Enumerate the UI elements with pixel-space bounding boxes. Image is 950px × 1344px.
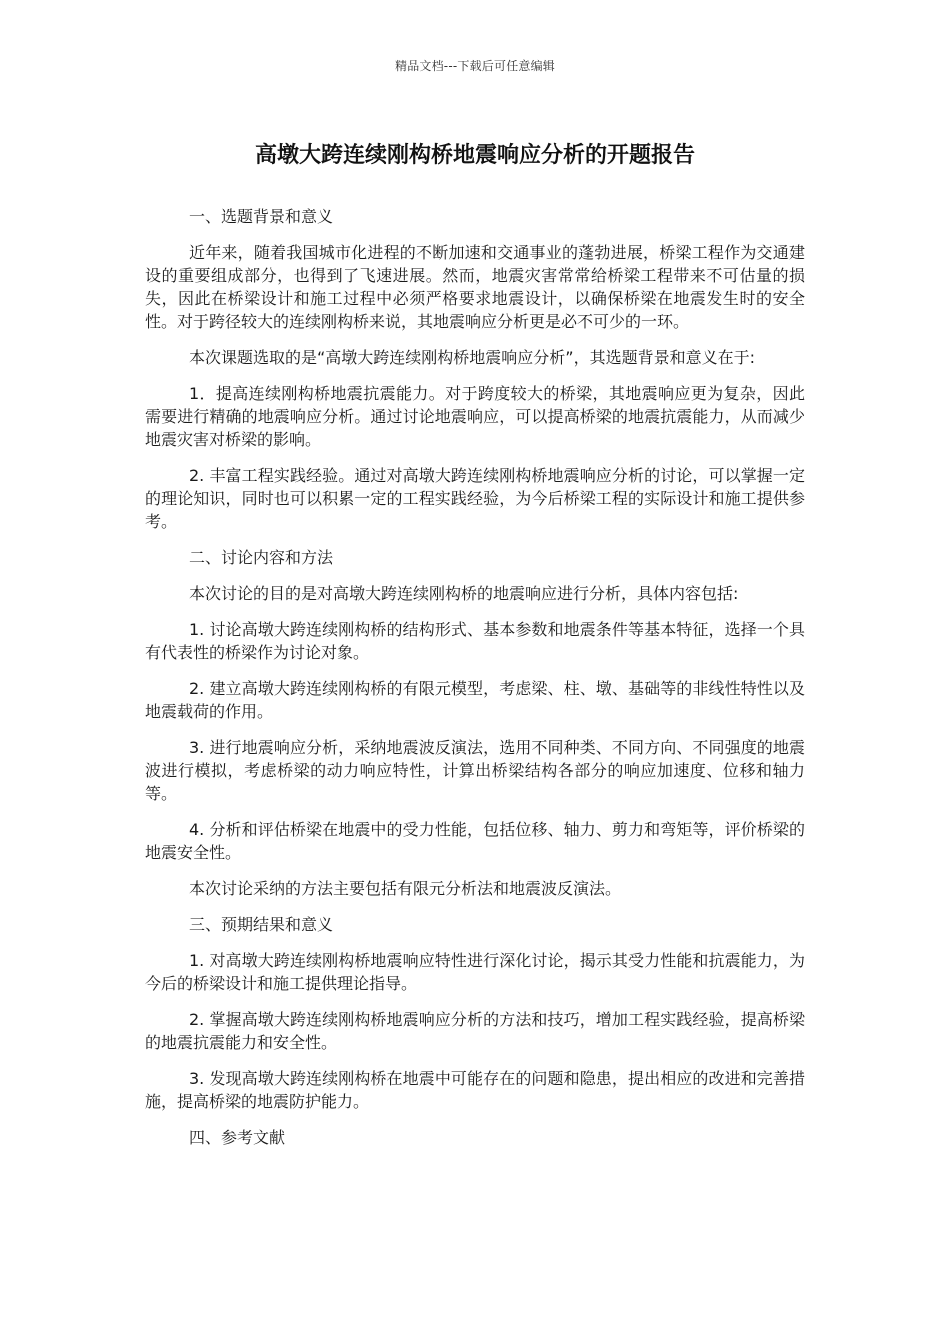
section-heading-expected-results: 三、预期结果和意义	[189, 915, 334, 934]
header-watermark: 精品文档---下载后可任意编辑	[395, 59, 555, 73]
list-item: 2. 掌握高墩大跨连续刚构桥地震响应分析的方法和技巧，增加工程实践经验，提高桥梁的地震抗震能力和安全性。	[145, 1010, 805, 1052]
list-item: 2. 建立高墩大跨连续刚构桥的有限元模型，考虑梁、柱、墩、基础等的非线性特性以及地震载荷的作用。	[145, 679, 805, 721]
document-body	[145, 205, 805, 1162]
paragraph: 近年来，随着我国城市化进程的不断加速和交通事业的蓬勃进展，桥梁工程作为交通建设的重要组成部分，也得到了飞速进展。然而，地震灾害常常给桥梁工程带来不可估量的损失，因此在桥梁设计和施工过程中必须严格要求地震设计，以确保桥梁在地震发生时的安全性。对于跨径较大的连续刚构桥来说，其地震响应分析更是必不可少的一环。	[145, 243, 805, 331]
paragraph: 本次课题选取的是“高墩大跨连续刚构桥地震响应分析”，其选题背景和意义在于:	[189, 348, 755, 367]
list-item: 1．提高连续刚构桥地震抗震能力。对于跨度较大的桥梁，其地震响应更为复杂，因此需要进行精确的地震响应分析。通过讨论地震响应，可以提高桥梁的地震抗震能力，从而减少地震灾害对桥梁的影响。	[145, 384, 805, 449]
document-title: 高墩大跨连续刚构桥地震响应分析的开题报告	[254, 143, 695, 168]
list-item: 3. 发现高墩大跨连续刚构桥在地震中可能存在的问题和隐患，提出相应的改进和完善措施，提高桥梁的地震防护能力。	[145, 1069, 805, 1111]
paragraph: 本次讨论采纳的方法主要包括有限元分析法和地震波反演法。	[189, 879, 622, 898]
list-item: 4. 分析和评估桥梁在地震中的受力性能，包括位移、轴力、剪力和弯矩等，评价桥梁的地震安全性。	[145, 820, 805, 862]
list-item: 1. 讨论高墩大跨连续刚构桥的结构形式、基本参数和地震条件等基本特征，选择一个具有代表性的桥梁作为讨论对象。	[145, 620, 805, 662]
section-heading-background: 一、选题背景和意义	[189, 207, 334, 226]
list-item: 2. 丰富工程实践经验。通过对高墩大跨连续刚构桥地震响应分析的讨论，可以掌握一定的理论知识，同时也可以积累一定的工程实践经验，为今后桥梁工程的实际设计和施工提供参考。	[145, 466, 805, 531]
paragraph: 本次讨论的目的是对高墩大跨连续刚构桥的地震响应进行分析，具体内容包括:	[189, 584, 739, 603]
list-item: 3. 进行地震响应分析，采纳地震波反演法，选用不同种类、不同方向、不同强度的地震波进行模拟，考虑桥梁的动力响应特性，计算出桥梁结构各部分的响应加速度、位移和轴力等。	[145, 738, 805, 803]
list-item: 1. 对高墩大跨连续刚构桥地震响应特性进行深化讨论，揭示其受力性能和抗震能力，为今后的桥梁设计和施工提供理论指导。	[145, 951, 805, 993]
section-heading-content-method: 二、讨论内容和方法	[189, 548, 334, 567]
section-heading-references: 四、参考文献	[189, 1128, 286, 1147]
